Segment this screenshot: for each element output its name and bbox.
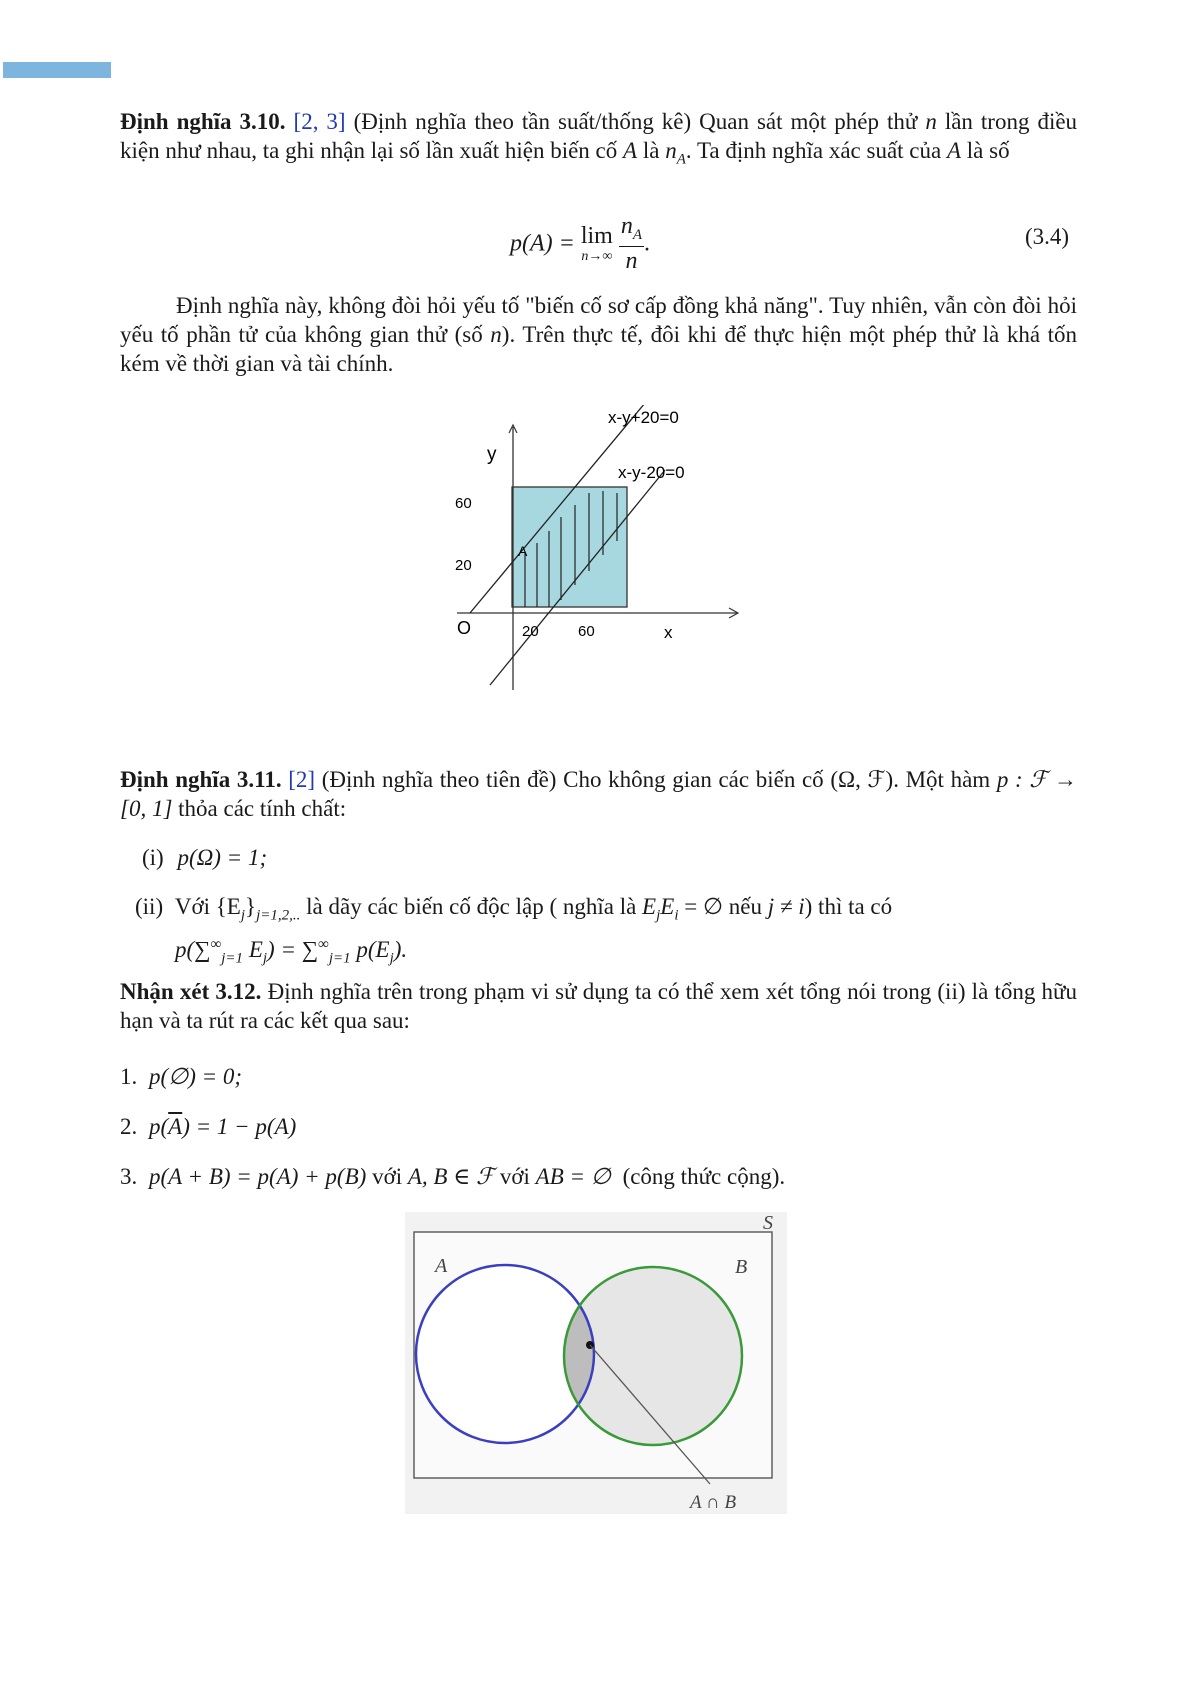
sample-square (512, 487, 627, 607)
venn-diagram (405, 1212, 787, 1514)
remark-text: Định nghĩa trên trong phạm vi sử dụng ta có thể xem xét tổng nói trong (ii) là tổng hữu hạn và ta rút ra các kết qua sau: (120, 979, 1078, 1033)
math-expression: p : ℱ → [0, 1] (120, 767, 1077, 821)
y-axis-label: y (487, 444, 497, 465)
remark-item-3: 3. p(A + B) = p(A) + p(B) với A, B ∈ ℱ với AB = ∅ (công thức cộng). (120, 1164, 786, 1189)
math-var: $n_A$ (665, 138, 686, 168)
x-tick-label: 20 (522, 623, 539, 640)
definition-text: (Định nghĩa theo tiên đề) Cho không gian các biến cố (Ω, ℱ). Một hàm (321, 767, 991, 792)
definition-text: lần trong điều kiện như nhau, ta ghi nhận lại số lần xuất hiện biến cố (120, 109, 1078, 163)
y-tick-label: 60 (455, 495, 472, 512)
remark-3-12 (120, 977, 1077, 1035)
x-tick-label: 60 (578, 623, 595, 640)
math-var: A (946, 138, 962, 163)
math-var: A (623, 138, 638, 163)
y-tick-label: 20 (455, 557, 472, 574)
remark-label: Nhận xét 3.12. (120, 979, 262, 1004)
remark-paragraph: Định nghĩa này, không đòi hỏi yếu tố "biến cố sơ cấp đồng khả năng". Tuy nhiên, vẫn còn đòi hỏi yếu tố phần tử của không gian thử (số n). Trên thực tế, đôi khi để thực hiện một phép thử là khá tốn kém về thời gian và tài chính. (120, 293, 1077, 376)
probability-region-graph (445, 405, 765, 700)
math-var: n (925, 109, 937, 134)
definition-3-10 (120, 107, 1077, 175)
citation-link[interactable]: [2] (288, 767, 316, 792)
definition-text: là số (966, 138, 1010, 163)
axiom-item-i: (i) p(Ω) = 1; (142, 845, 268, 870)
definition-text: . Ta định nghĩa xác suất của (685, 138, 942, 163)
definition-label: Định nghĩa 3.11. (120, 767, 282, 792)
remark-item-1: 1. p(∅) = 0; (120, 1064, 243, 1089)
intersection-label: A ∩ B (690, 1492, 737, 1513)
equation-lhs: p(A) = (510, 230, 575, 257)
header-accent-bar (3, 62, 111, 78)
axiom-item-ii: (ii) Với $\{E_j\}_{j=1,2,..}$ là dãy các biến cố độc lập ( nghĩa là $E_jE_i$ = ∅ nếu j ≠ i) thì ta có $p(\sum^\infty_{j=1}$ $E_j) = \sum^\infty_{j=1}$ $p(E_j)$. (135, 894, 893, 967)
equation-number: (3.4) (1025, 224, 1070, 249)
set-s-label: S (763, 1212, 773, 1234)
citation-link[interactable]: [2, 3] (293, 109, 346, 134)
definition-label: Định nghĩa 3.10. (120, 109, 286, 134)
region-label: A (518, 543, 528, 559)
line-label-bottom: x-y-20=0 (618, 463, 685, 482)
remark-item-2: 2. $p(\overline{A}) = 1 - p(A)$ (120, 1114, 297, 1139)
line-label-top: x-y+20=0 (608, 408, 679, 427)
definition-text: thỏa các tính chất: (178, 796, 347, 821)
limit-operator: lim n→∞ (580, 222, 613, 264)
definition-text: là (642, 138, 660, 163)
fraction: $\frac{n_A}{n}$ (620, 213, 643, 274)
set-b-label: B (735, 1256, 748, 1278)
origin-label: O (457, 618, 472, 638)
definition-text: (Định nghĩa theo tần suất/thống kê) Quan sát một phép thử (353, 109, 918, 134)
set-a-label: A (435, 1255, 448, 1277)
definition-3-11 (120, 765, 1077, 823)
x-axis-label: x (664, 623, 673, 642)
